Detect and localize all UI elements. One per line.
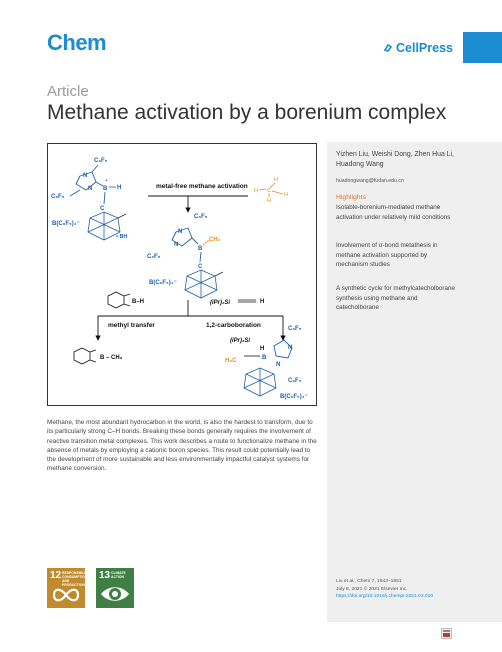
hydrogen-label: H (284, 192, 288, 198)
carbon-label: C (100, 206, 105, 212)
hydrogen-label: H (267, 198, 271, 204)
article-type: Article (47, 83, 89, 100)
anion-label: B(C₆F₅)₄⁻ (52, 221, 80, 227)
journal-name: Chem (47, 30, 107, 55)
step-label-methyl-transfer: methyl transfer (108, 322, 155, 329)
hydrogen-label: H (274, 177, 278, 183)
c6f5-label: C₆F₅ (94, 158, 108, 164)
nitrogen-label: N (83, 173, 88, 179)
carborane-cage (185, 270, 217, 298)
methylcatecholborane-product (74, 348, 123, 364)
hydrogen-label: H (254, 188, 258, 194)
nitrogen-label: N (288, 345, 293, 351)
c6f5-label: C₆F₅ (51, 194, 65, 200)
silyl-label: (iPr)₃Si (210, 300, 231, 306)
c6f5-label: C₆F₅ (288, 326, 302, 332)
highlights-heading: Highlights (336, 194, 366, 201)
highlight-item: Involvement of σ-bond metathesis in methane activation supported by mechanism studies (336, 242, 438, 268)
silyl-label: (iPr)₃Si (230, 338, 251, 344)
alkynylsilane (210, 299, 264, 306)
methyl-label: CH₃ (209, 237, 221, 243)
methylborane-complex (147, 214, 223, 298)
infinity-icon (47, 584, 85, 606)
step-label-carboboration: 1,2-carboboration (206, 322, 261, 329)
publisher-name: CellPress (396, 41, 453, 55)
cellpress-icon (383, 43, 393, 53)
sdg-label: RESPONSIBLE CONSUMPTION AND PRODUCTION (62, 571, 88, 587)
c6f5-label: C₆F₅ (194, 214, 208, 220)
sdg-number: 12 (50, 570, 62, 581)
hydride-label: H (117, 185, 122, 191)
catecholborane (108, 292, 144, 308)
anion-label: B(C₆F₅)₄⁻ (280, 394, 308, 400)
boron-label: B (262, 355, 267, 361)
c6f5-label: C₆F₅ (147, 254, 161, 260)
sdg-badge-13[interactable] (96, 568, 134, 608)
highlight-item: A synthetic cycle for methylcatecholborane synthesis using methane and catecholborane (336, 285, 456, 311)
bh-reagent: B–H (132, 299, 145, 305)
methyl-label: H₃C (225, 358, 237, 364)
anion-label: B(C₆F₅)₄⁻ (149, 280, 177, 286)
summary-text: Methane, the most abundant hydrocarbon in the world, is also the hardest to transform, due to its particularly strong C–H bonds. Breaking these bonds generally requires the involvement of reactive transition metal complexes. This work describes a route to functionalize methane in the absence of metals by employing a cationic boron species. This result could potentially lead to the development of more sustainable and less environmentally impactful catalyst systems for methane conversion. (47, 419, 317, 473)
citation-line: July 8, 2021 © 2021 Elsevier Inc. (336, 586, 408, 592)
sdg-number: 13 (99, 570, 111, 581)
methylboron-label: B – CH₃ (100, 355, 123, 361)
thumbnail-icon[interactable] (441, 626, 452, 637)
citation-block (336, 578, 433, 601)
reaction-scheme (48, 144, 316, 405)
graphical-abstract (47, 143, 317, 406)
c6f5-label: C₆F₅ (288, 378, 302, 384)
nitrogen-label: N (276, 362, 281, 368)
boron-label: B (103, 186, 108, 192)
carbon-label: C (198, 264, 203, 270)
corresponding-email[interactable]: huadongwang@fudan.edu.cn (336, 178, 404, 184)
charge-plus: + (105, 178, 108, 184)
methane-molecule (254, 177, 288, 204)
sdg-label: CLIMATE ACTION (111, 571, 126, 579)
hydrogen-label: H (260, 299, 265, 305)
carboboration-product (225, 326, 308, 400)
article-title: Methane activation by a borenium complex (47, 101, 447, 124)
nitrogen-label: N (88, 186, 93, 192)
sdg-badge-12[interactable] (47, 568, 88, 608)
nitrogen-label: N (174, 242, 179, 248)
boron-label: B (198, 246, 203, 252)
doi-link[interactable]: https://doi.org/10.1016/j.chempr.2021.03.010 (336, 594, 434, 599)
carborane-cage (244, 368, 276, 396)
nitrogen-label: N (178, 229, 183, 235)
citation-line: Liu et al., Chem 7, 1843–1851 (336, 579, 402, 584)
publisher-logo[interactable] (383, 41, 453, 55)
hydrogen-label: H (260, 346, 265, 352)
eye-globe-icon (96, 582, 134, 606)
step-label-activation: metal-free methane activation (156, 183, 248, 190)
bh-legend: • BH (116, 234, 128, 240)
highlight-item: Isolable-borenium-mediated methane activation under relatively mild conditions (336, 204, 451, 221)
borenium-complex (51, 158, 127, 240)
carbon-label: C (267, 188, 271, 194)
author-list: Yizhen Liu, Weishi Dong, Zhen Hua Li, Huadong Wang (336, 151, 454, 168)
header-accent-tab (463, 32, 502, 63)
